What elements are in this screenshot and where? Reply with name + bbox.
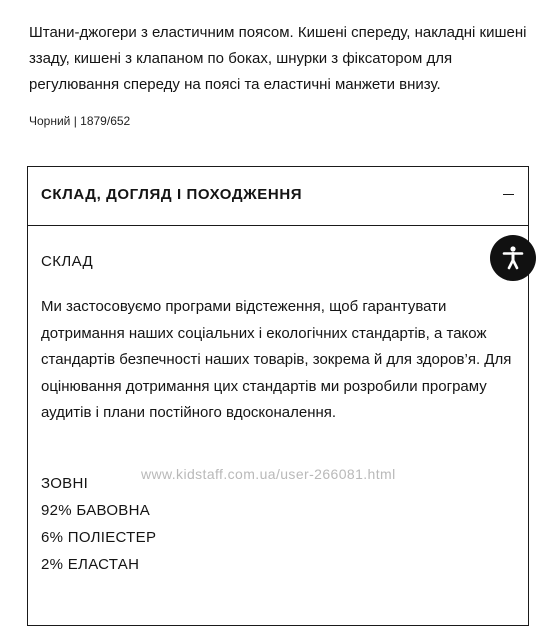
minus-icon[interactable]	[503, 194, 514, 195]
accessibility-button[interactable]	[490, 235, 536, 281]
material-item: 92% БАВОВНА	[41, 502, 151, 519]
product-description: Штани-джогери з еластичним поясом. Кишені спереду, накладні кишені ззаду, кишені з клапаном по боках, шнурки з фіксатором для регулювання спереду на поясі та еластичні манжети внизу.	[29, 24, 527, 93]
composition-heading: СКЛАД	[41, 253, 94, 270]
material-item: 6% ПОЛІЕСТЕР	[41, 529, 157, 546]
accordion-header[interactable]	[28, 167, 528, 226]
materials-label: ЗОВНІ	[41, 475, 89, 492]
material-item: 2% ЕЛАСТАН	[41, 556, 140, 573]
product-color-code: Чорний | 1879/652	[29, 114, 131, 128]
accessibility-icon	[498, 243, 528, 273]
accordion-title: СКЛАД, ДОГЛЯД І ПОХОДЖЕННЯ	[41, 186, 303, 203]
materials-list	[41, 470, 156, 578]
composition-description: Ми застосовуємо програми відстеження, щоб гарантувати дотримання наших соціальних і екологічних стандартів, а також стандартів безпечності наших товарів, зокрема й для здоров’я. Для оцінювання дотримання цих стандартів ми розробили програму аудитів і плани постійного вдосконалення.	[41, 298, 512, 421]
watermark: www.kidstaff.com.ua/user-266081.html	[141, 466, 396, 482]
composition-accordion	[27, 166, 529, 626]
